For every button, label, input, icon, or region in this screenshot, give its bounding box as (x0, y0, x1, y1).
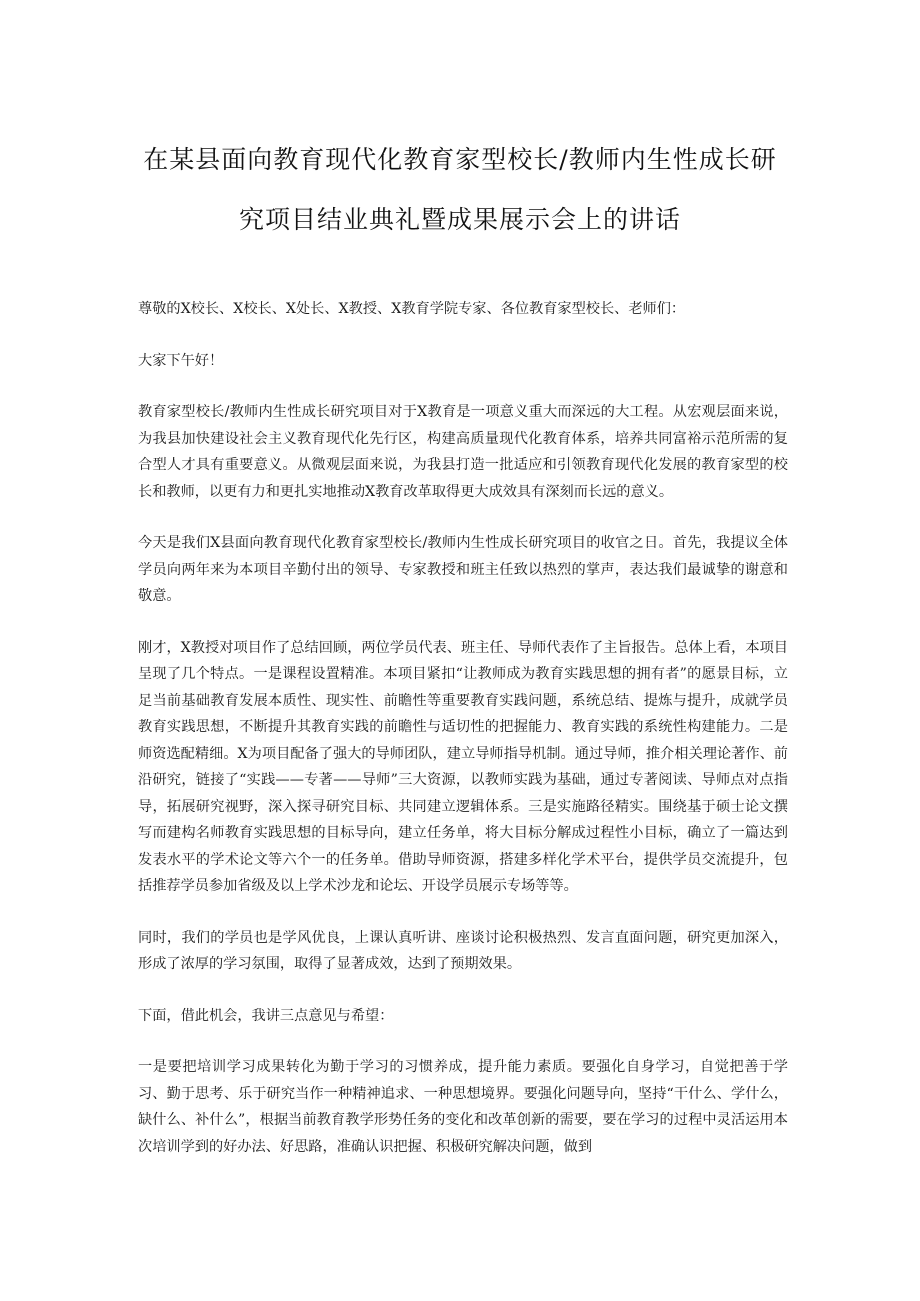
body-paragraph: 下面，借此机会，我讲三点意见与希望： (138, 1007, 394, 1024)
body-paragraph: 同时，我们的学员也是学风优良，上课认真听讲、座谈讨论积极热烈、发言直面问题，研究更加深入，形成了浓厚的学习氛围，取得了显著成效，达到了预期效果。 (138, 929, 788, 972)
greeting-paragraph: 大家下午好！ (138, 352, 224, 369)
document-body (138, 296, 788, 1160)
body-paragraph: 刚才，X教授对项目作了总结回顾，两位学员代表、班主任、导师代表作了主旨报告。总体上看，本项目呈现了几个特点。一是课程设置精准。本项目紧扣“让教师成为教育实践思想的拥有者”的愿景目标，立足当前基础教育发展本质性、现实性、前瞻性等重要教育实践问题，系统总结、提炼与提升，成就学员教育实践思想，不断提升其教育实践的前瞻性与适切性的把握能力、教育实践的系统性构建能力。二是师资选配精细。X为项目配备了强大的导师团队，建立导师指导机制。通过导师，推介相关理论著作、前沿研究，链接了“实践——专著——导师”三大资源，以教师实践为基础，通过专著阅读、导师点对点指导，拓展研究视野，深入探寻研究目标、共同建立逻辑体系。三是实施路径精实。围绕基于硕士论文撰写而建构名师教育实践思想的目标导向，建立任务单，将大目标分解成过程性小目标，确立了一篇达到发表水平的学术论文等六个一的任务单。借助导师资源，搭建多样化学术平台，提供学员交流提升，包括推荐学员参加省级及以上学术沙龙和论坛、开设学员展示专场等等。 (138, 639, 788, 894)
body-paragraph: 一是要把培训学习成果转化为勤于学习的习惯养成，提升能力素质。要强化自身学习，自觉把善于学习、勤于思考、乐于研究当作一种精神追求、一种思想境界。要强化问题导向，坚持“干什么、学什么，缺什么、补什么”，根据当前教育教学形势任务的变化和改革创新的需要，要在学习的过程中灵活运用本次培训学到的好办法、好思路，准确认识把握、积极研究解决问题，做到 (138, 1059, 788, 1155)
salutation-paragraph: 尊敬的X校长、X校长、X处长、X教授、X教育学院专家、各位教育家型校长、老师们： (138, 301, 686, 317)
body-paragraph: 教育家型校长/教师内生性成长研究项目对于X教育是一项意义重大而深远的大工程。从宏观层面来说，为我县加快建设社会主义教育现代化先行区，构建高质量现代化教育体系，培养共同富裕示范所需的复合型人才具有重要意义。从微观层面来说，为我县打造一批适应和引领教育现代化发展的教育家型的校长和教师，以更有力和更扎实地推动X教育改革取得更大成效具有深刻而长远的意义。 (138, 404, 788, 500)
body-paragraph: 今天是我们X县面向教育现代化教育家型校长/教师内生性成长研究项目的收官之日。首先，我提议全体学员向两年来为本项目辛勤付出的领导、专家教授和班主任致以热烈的掌声，表达我们最诚挚的谢意和敬意。 (138, 535, 788, 604)
document-title-line-2: 究项目结业典礼暨成果展示会上的讲话 (238, 205, 681, 234)
document-title-line-1: 在某县面向教育现代化教育家型校长/教师内生性成长研 (143, 145, 777, 174)
